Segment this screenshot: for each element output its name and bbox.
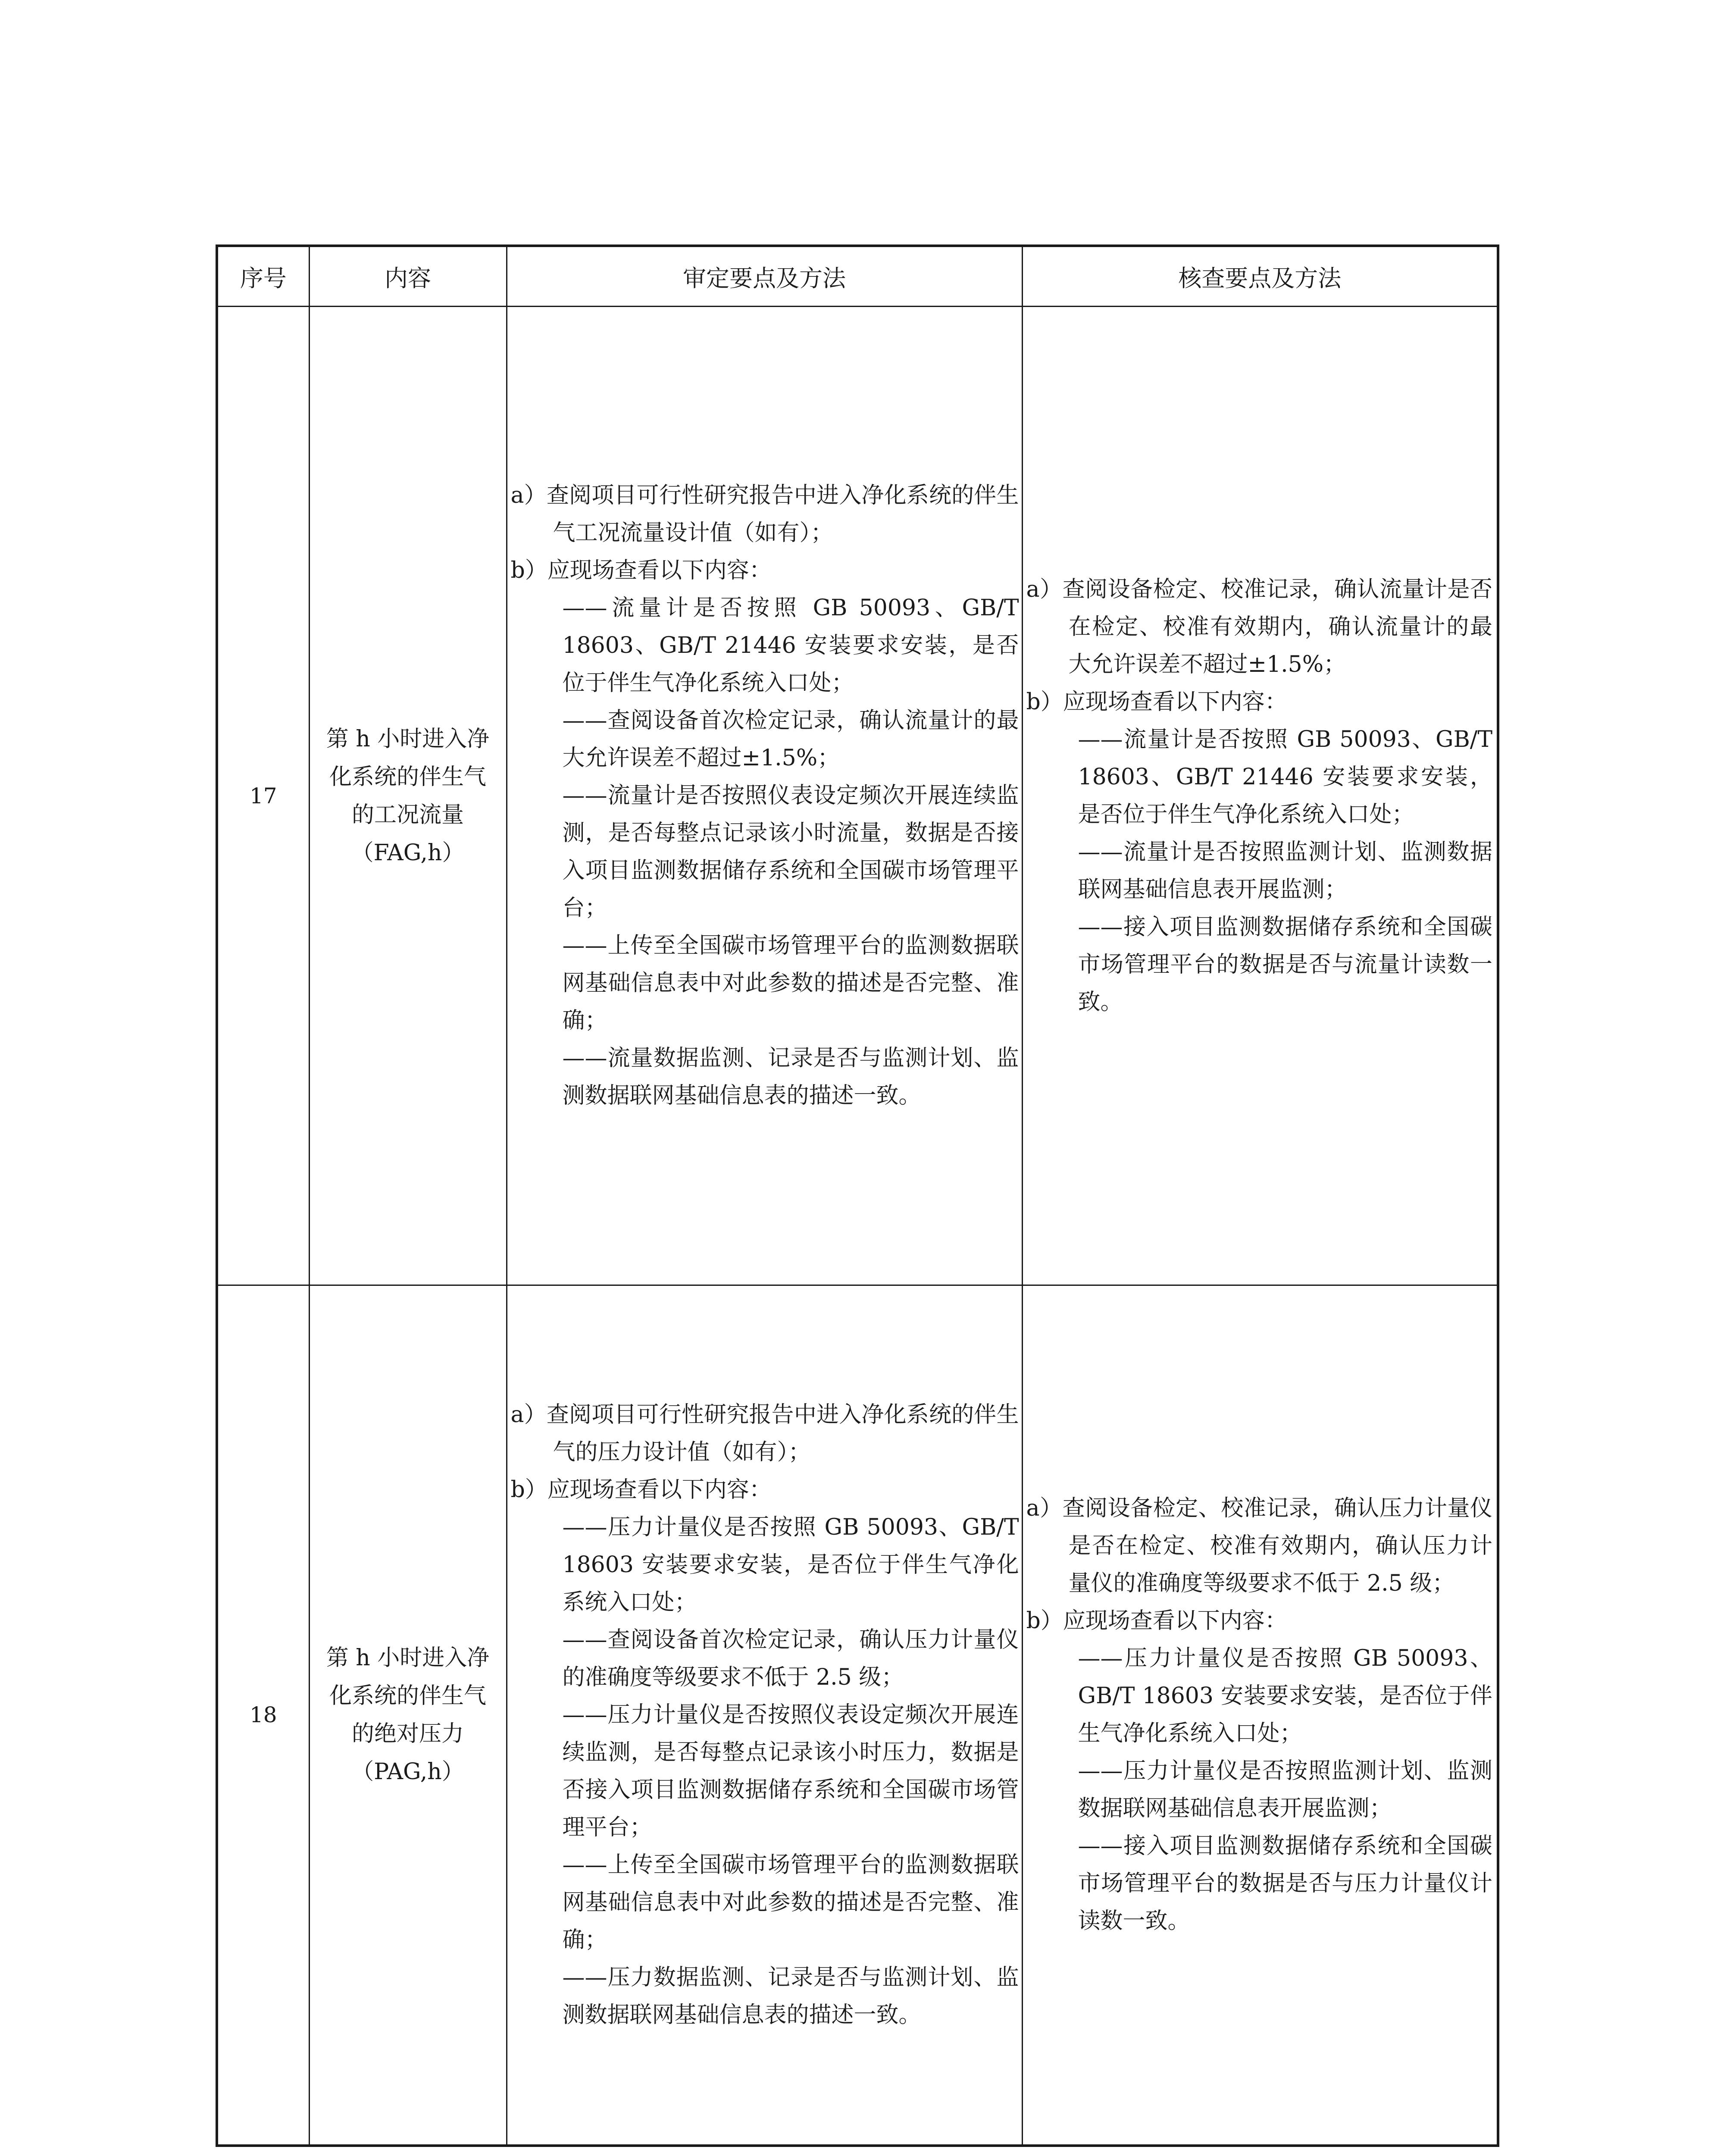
header-review-method: 审定要点及方法	[507, 246, 1022, 307]
audit-table	[216, 244, 1499, 2147]
content-line: 的工况流量	[351, 802, 464, 828]
check-item-a: a）查阅设备检定、校准记录，确认流量计是否在检定、校准有效期内，确认流量计的最大允许误差不超过±1.5%；	[1026, 576, 1492, 677]
header-check-method: 核查要点及方法	[1022, 246, 1498, 307]
check-point: ——压力计量仪是否按照 GB 50093、GB/T 18603 安装要求安装，是否位于伴生气净化系统入口处；	[1078, 1645, 1492, 1747]
review-item-b: b）应现场查看以下内容：	[510, 558, 772, 583]
review-item-a: a）查阅项目可行性研究报告中进入净化系统的伴生气工况流量设计值（如有）；	[510, 483, 1019, 546]
content-line: （FAG,h）	[351, 840, 465, 866]
review-check-point: ——查阅设备首次检定记录，确认流量计的最大允许误差不超过±1.5%；	[562, 708, 1019, 771]
review-check-point: ——流量计是否按照 GB 50093、GB/T 18603、GB/T 21446 安装要求安装，是否位于伴生气净化系统入口处；	[562, 595, 1019, 696]
content-line: 的绝对压力	[351, 1721, 464, 1747]
review-method-cell	[507, 1285, 1022, 2146]
check-method-cell	[1022, 1285, 1498, 2146]
review-check-point: ——流量数据监测、记录是否与监测计划、监测数据联网基础信息表的描述一致。	[562, 1045, 1019, 1109]
review-item-a: a）查阅项目可行性研究报告中进入净化系统的伴生气的压力设计值（如有）；	[510, 1401, 1019, 1465]
content-line: 第 h 小时进入净	[326, 1645, 490, 1671]
header-content: 内容	[309, 246, 507, 307]
check-point: ——压力计量仪是否按照监测计划、监测数据联网基础信息表开展监测；	[1078, 1758, 1492, 1822]
row-serial-number: 18	[217, 1285, 309, 2146]
review-check-point: ——压力计量仪是否按照仪表设定频次开展连续监测，是否每整点记录该小时压力，数据是否接入项目监测数据储存系统和全国碳市场管理平台；	[562, 1702, 1019, 1840]
review-check-point: ——压力计量仪是否按照 GB 50093、GB/T 18603 安装要求安装，是否位于伴生气净化系统入口处；	[562, 1514, 1019, 1615]
content-line: 化系统的伴生气	[329, 764, 486, 790]
table-header-row	[217, 246, 1498, 307]
content-line: 第 h 小时进入净	[326, 726, 490, 752]
check-item-a: a）查阅设备检定、校准记录，确认压力计量仪是否在检定、校准有效期内，确认压力计量仪的准确度等级要求不低于 2.5 级；	[1026, 1495, 1492, 1597]
table-row	[217, 307, 1498, 1285]
content-line: 化系统的伴生气	[329, 1683, 486, 1709]
review-method-cell	[507, 307, 1022, 1285]
review-check-point: ——上传至全国碳市场管理平台的监测数据联网基础信息表中对此参数的描述是否完整、准确；	[562, 933, 1019, 1034]
check-point: ——接入项目监测数据储存系统和全国碳市场管理平台的数据是否与压力计量仪计读数一致。	[1078, 1833, 1492, 1934]
review-check-point: ——流量计是否按照仪表设定频次开展连续监测，是否每整点记录该小时流量，数据是否接入项目监测数据储存系统和全国碳市场管理平台；	[562, 783, 1019, 921]
row-content-cell	[309, 1285, 507, 2146]
content-line: （PAG,h）	[351, 1759, 464, 1785]
review-check-point: ——上传至全国碳市场管理平台的监测数据联网基础信息表中对此参数的描述是否完整、准确；	[562, 1852, 1019, 1953]
row-serial-number: 17	[217, 307, 309, 1285]
review-check-point: ——压力数据监测、记录是否与监测计划、监测数据联网基础信息表的描述一致。	[562, 1964, 1019, 2028]
row-content-cell	[309, 307, 507, 1285]
check-item-b: b）应现场查看以下内容：	[1026, 689, 1287, 715]
check-method-cell	[1022, 307, 1498, 1285]
check-point: ——流量计是否按照监测计划、监测数据联网基础信息表开展监测；	[1078, 839, 1492, 903]
header-serial-number: 序号	[217, 246, 309, 307]
review-item-b: b）应现场查看以下内容：	[510, 1476, 772, 1503]
table-row	[217, 1285, 1498, 2146]
check-item-b: b）应现场查看以下内容：	[1026, 1608, 1287, 1634]
check-point: ——接入项目监测数据储存系统和全国碳市场管理平台的数据是否与流量计读数一致。	[1078, 914, 1492, 1015]
review-check-point: ——查阅设备首次检定记录，确认压力计量仪的准确度等级要求不低于 2.5 级；	[562, 1626, 1019, 1690]
check-point: ——流量计是否按照 GB 50093、GB/T 18603、GB/T 21446 安装要求安装，是否位于伴生气净化系统入口处；	[1078, 726, 1492, 827]
